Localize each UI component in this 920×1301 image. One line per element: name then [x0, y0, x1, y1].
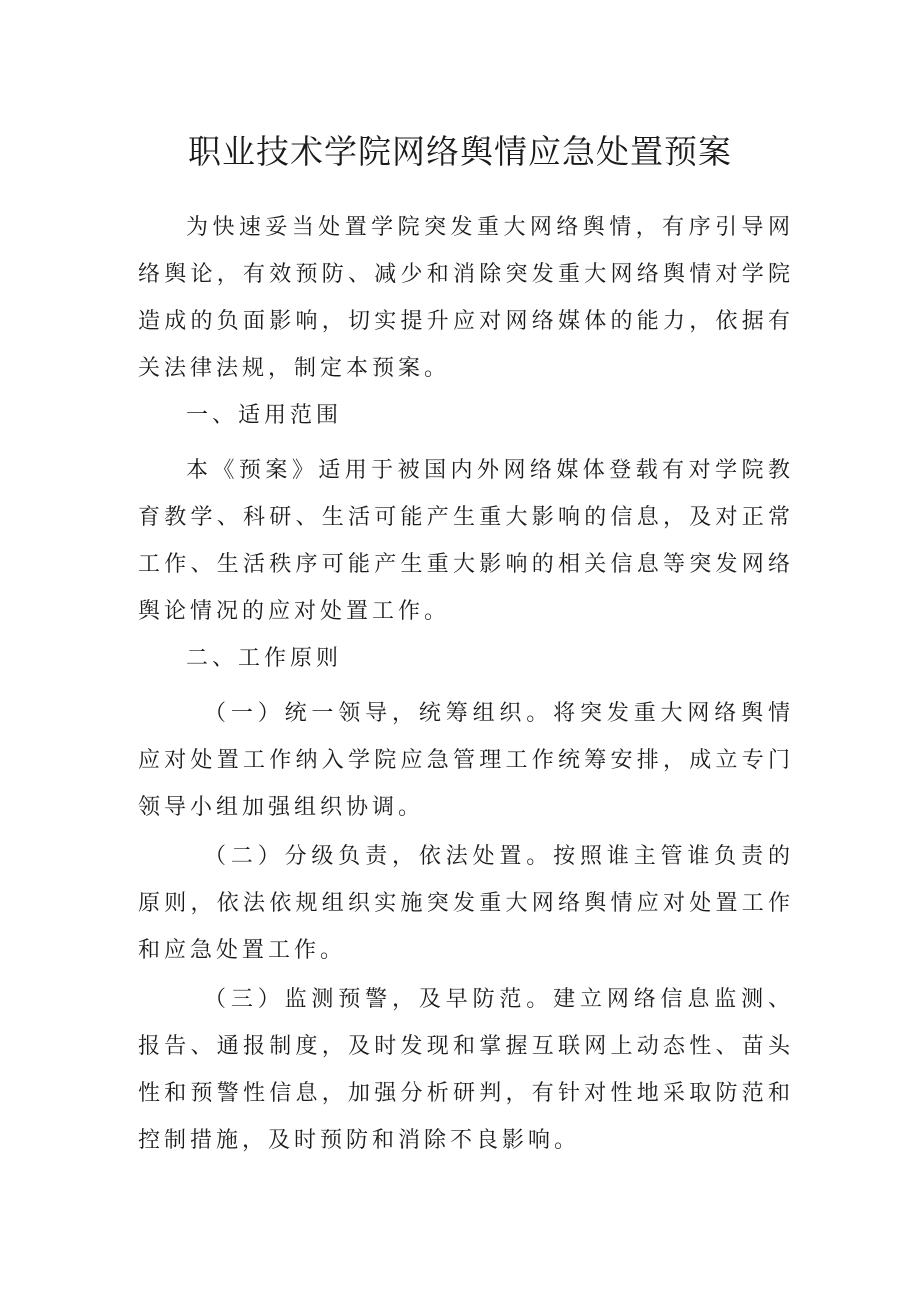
principle-item-3: （三）监测预警，及早防范。建立网络信息监测、报告、通报制度，及时发现和掌握互联网上动态性、苗头性和预警性信息，加强分析研判，有针对性地采取防范和控制措施，及时预防和消除不良影响。: [138, 987, 794, 1153]
scope-paragraph: 本《预案》适用于被国内外网络媒体登载有对学院教育教学、科研、生活可能产生重大影响的信息，及对正常工作、生活秩序可能产生重大影响的相关信息等突发网络舆论情况的应对处置工作。: [138, 458, 794, 624]
section-heading-scope: 一、适用范围: [186, 403, 343, 428]
document-title: 职业技术学院网络舆情应急处置预案: [188, 132, 732, 171]
principle-item-2: （二）分级负责，依法处置。按照谁主管谁负责的原则，依法依规组织实施突发重大网络舆情应对处置工作和应急处置工作。: [138, 844, 794, 963]
section-heading-principles: 二、工作原则: [186, 646, 343, 671]
intro-paragraph: 为快速妥当处置学院突发重大网络舆情，有序引导网络舆论，有效预防、减少和消除突发重大网络舆情对学院造成的负面影响，切实提升应对网络媒体的能力，依据有关法律法规，制定本预案。: [138, 215, 794, 381]
principle-item-1: （一）统一领导，统筹组织。将突发重大网络舆情应对处置工作纳入学院应急管理工作统筹安排，成立专门领导小组加强组织协调。: [138, 701, 794, 820]
